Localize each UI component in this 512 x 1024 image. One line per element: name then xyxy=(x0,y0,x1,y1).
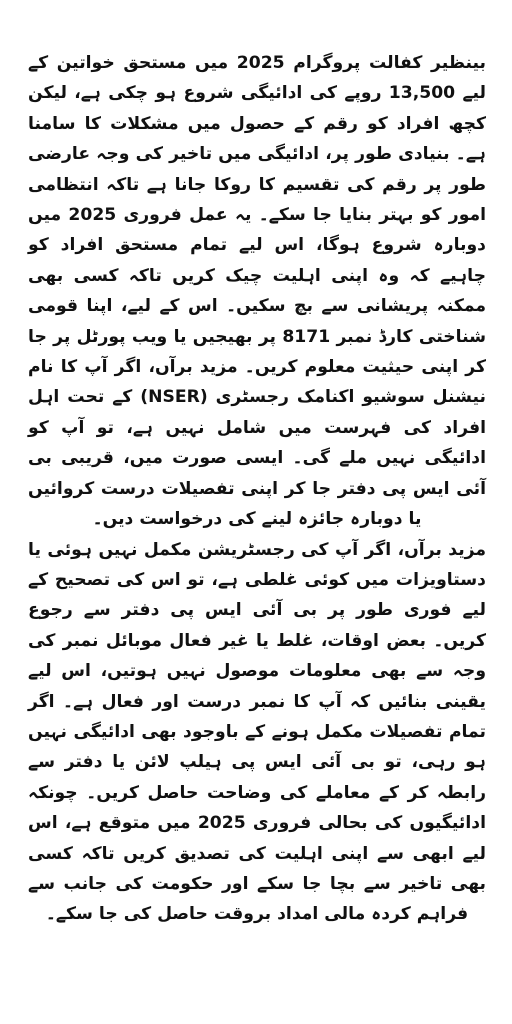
article-body xyxy=(28,48,486,930)
article-paragraph: مزید برآں، اگر آپ کی رجسٹریشن مکمل نہیں ہوئی یا دستاویزات میں کوئی غلطی ہے، تو اس کی تصحیح کے لیے فوری طور پر بی آئی ایس پی دفتر سے رجوع کریں۔ بعض اوقات، غلط یا غیر فعال موبائل نمبر کی وجہ سے بھی معلومات موصول نہیں ہوتیں، اس لیے یقینی بنائیں کہ آپ کا نمبر درست اور فعال ہے۔ اگر تمام تفصیلات مکمل ہونے کے باوجود بھی ادائیگی نہیں ہو رہی، تو بی آئی ایس پی ہیلپ لائن یا دفتر سے رابطہ کر کے معاملے کی وضاحت حاصل کریں۔ چونکہ ادائیگیوں کی بحالی فروری 2025 میں متوقع ہے، اس لیے ابھی سے اپنی اہلیت کی تصدیق کریں تاکہ کسی بھی تاخیر سے بچا جا سکے اور حکومت کی جانب سے فراہم کردہ مالی امداد بروقت حاصل کی جا سکے۔ xyxy=(28,539,486,925)
article-paragraph: بینظیر کفالت پروگرام 2025 میں مستحق خواتین کے لیے 13,500 روپے کی ادائیگی شروع ہو چکی ہے، لیکن کچھ افراد کو رقم کے حصول میں مشکلات کا سامنا ہے۔ بنیادی طور پر، ادائیگی میں تاخیر کی وجہ عارضی طور پر رقم کی تقسیم کا روکا جانا ہے تاکہ انتظامی امور کو بہتر بنایا جا سکے۔ یہ عمل فروری 2025 میں دوبارہ شروع ہوگا، اس لیے تمام مستحق افراد کو چاہیے کہ وہ اپنی اہلیت چیک کریں تاکہ کسی بھی ممکنہ پریشانی سے بچ سکیں۔ اس کے لیے، اپنا قومی شناختی کارڈ نمبر 8171 پر بھیجیں یا ویب پورٹل پر جا کر اپنی حیثیت معلوم کریں۔ مزید برآں، اگر آپ کا نام نیشنل سوشیو اکنامک رجسٹری (NSER) کے تحت اہل افراد کی فہرست میں شامل نہیں ہے، تو آپ کو ادائیگی نہیں ملے گی۔ ایسی صورت میں، قریبی بی آئی ایس پی دفتر جا کر اپنی تفصیلات درست کروائیں یا دوبارہ جائزہ لینے کی درخواست دیں۔ xyxy=(28,53,486,530)
